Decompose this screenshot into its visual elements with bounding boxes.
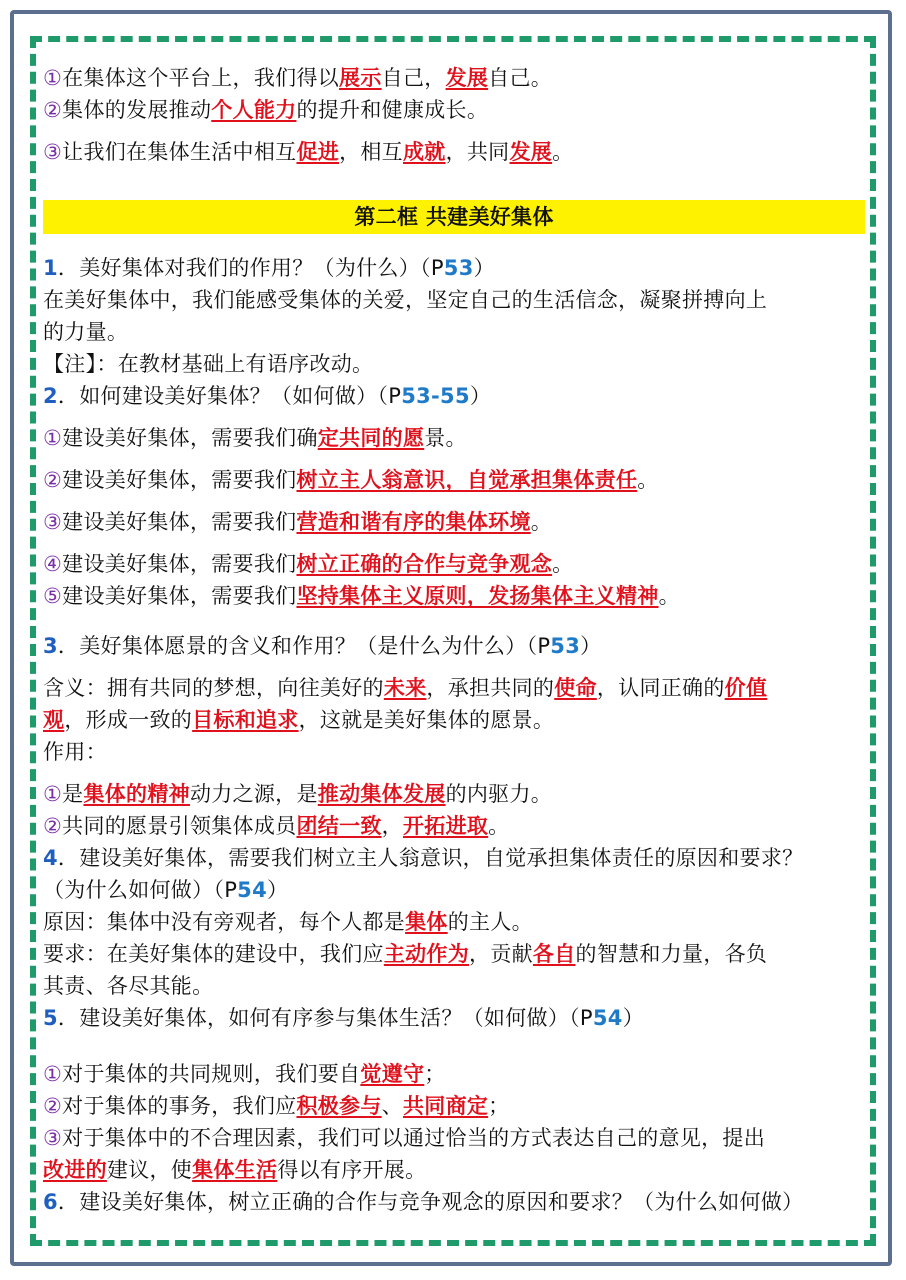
- text-line: [43, 630, 601, 662]
- keyword: 共同商定: [402, 1094, 489, 1118]
- text-span: （为什么如何做）（P: [43, 878, 238, 902]
- text-line: [43, 464, 659, 496]
- text-span: 建设美好集体，需要我们确: [62, 426, 318, 450]
- text-span: ；: [488, 1094, 510, 1118]
- text-span: 。: [488, 814, 510, 838]
- text-line: [43, 348, 373, 380]
- question-number: 5: [43, 1006, 58, 1030]
- page-ref: 53: [443, 256, 474, 280]
- keyword: 集体生活: [192, 1158, 278, 1182]
- text-line: [43, 284, 767, 316]
- text-span: 自己。: [488, 66, 553, 90]
- text-span: ．美好集体对我们的作用？（为什么）（P: [57, 256, 444, 280]
- text-span: 让我们在集体生活中相互: [62, 140, 297, 164]
- text-line: [43, 580, 680, 612]
- text-line: [43, 422, 467, 454]
- text-line: [43, 1090, 509, 1122]
- keyword: 开拓进取: [402, 814, 489, 838]
- text-span: ，: [381, 814, 403, 838]
- text-line: [43, 704, 554, 736]
- text-span: 其责、各尽其能。: [43, 974, 214, 998]
- text-span: ，相互: [339, 140, 403, 164]
- text-span: 建设美好集体，需要我们: [62, 584, 297, 608]
- text-line: [43, 252, 495, 284]
- question-number: 3: [43, 634, 58, 658]
- text-span: 含义：拥有共同的梦想，向往美好的: [43, 676, 384, 700]
- text-span: 要求：在美好集体的建设中，我们应: [43, 942, 384, 966]
- item-marker: ③: [43, 140, 63, 164]
- page-ref: 53-55: [401, 384, 470, 408]
- text-span: ）: [473, 256, 495, 280]
- keyword: 成就: [402, 140, 446, 164]
- text-line: [43, 874, 288, 906]
- text-span: 对于集体的共同规则，我们要自: [62, 1062, 361, 1086]
- page-ref: 54: [237, 878, 267, 902]
- text-span: 共同的愿景引领集体成员: [62, 814, 297, 838]
- text-span: 对于集体中的不合理因素，我们可以通过恰当的方式表达自己的意见，提出: [62, 1126, 766, 1150]
- text-span: ）: [580, 634, 602, 658]
- keyword: 积极参与: [296, 1094, 382, 1118]
- text-span: 得以有序开展。: [277, 1158, 427, 1182]
- keyword: 团结一致: [296, 814, 382, 838]
- keyword: 推动集体发展: [317, 782, 446, 806]
- text-span: 景。: [424, 426, 467, 450]
- page-ref: 54: [592, 1006, 623, 1030]
- text-span: ）: [622, 1006, 645, 1030]
- text-line: [43, 810, 509, 842]
- text-span: ，共同: [445, 140, 510, 164]
- text-span: 的力量。: [43, 320, 129, 344]
- text-span: ）: [267, 878, 289, 902]
- text-span: 。: [637, 468, 659, 492]
- text-span: ．建设美好集体，如何有序参与集体生活？（如何做）（P: [57, 1006, 593, 1030]
- text-line: [43, 906, 533, 938]
- text-span: ，承担共同的: [426, 676, 555, 700]
- text-span: 在集体这个平台上，我们得以: [62, 66, 340, 90]
- keyword: 个人能力: [211, 98, 297, 122]
- question-number: 2: [43, 384, 58, 408]
- page-ref: 53: [550, 634, 581, 658]
- question-number: 1: [43, 256, 58, 280]
- item-marker: ③: [43, 1126, 63, 1150]
- text-line: [43, 1122, 765, 1154]
- text-span: ．美好集体愿景的含义和作用？（是什么为什么）（P: [57, 634, 551, 658]
- item-marker: ⑤: [43, 584, 63, 608]
- item-marker: ②: [43, 98, 63, 122]
- question-number: 4: [43, 846, 58, 870]
- keyword: 定共同的愿: [317, 426, 425, 450]
- text-span: 建设美好集体，需要我们: [62, 510, 297, 534]
- item-marker: ②: [43, 1094, 63, 1118]
- text-span: ．如何建设美好集体？（如何做）（P: [57, 384, 402, 408]
- keyword: 展示: [339, 66, 382, 90]
- text-line: [43, 316, 128, 348]
- text-span: 。: [552, 140, 574, 164]
- item-marker: ③: [43, 510, 63, 534]
- text-line: [43, 1002, 644, 1034]
- item-marker: ①: [43, 1062, 63, 1086]
- keyword: 使命: [554, 676, 597, 700]
- item-marker: ①: [43, 782, 63, 806]
- text-span: ，这就是美好集体的愿景。: [298, 708, 555, 732]
- text-span: 建议，使: [106, 1158, 193, 1182]
- keyword: 价值: [724, 676, 768, 700]
- text-line: [43, 62, 552, 94]
- text-line: [43, 938, 767, 970]
- text-span: 建设美好集体，需要我们: [62, 468, 297, 492]
- text-span: 的内驱力。: [445, 782, 553, 806]
- text-span: 。: [658, 584, 680, 608]
- text-span: 。: [552, 552, 574, 576]
- section-banner: 第二框 共建美好集体: [43, 200, 865, 234]
- keyword: 促进: [296, 140, 340, 164]
- text-line: [43, 778, 552, 810]
- text-span: ，形成一致的: [64, 708, 193, 732]
- text-line: [43, 1186, 803, 1218]
- text-line: [43, 94, 488, 126]
- keyword: 观: [43, 708, 65, 732]
- keyword: 树立主人翁意识，自觉承担集体责任: [296, 468, 638, 492]
- keyword: 觉遵守: [360, 1062, 425, 1086]
- text-line: [43, 1154, 426, 1186]
- text-line: [43, 842, 803, 874]
- item-marker: ②: [43, 468, 63, 492]
- keyword: 集体: [405, 910, 448, 934]
- keyword: 未来: [383, 676, 427, 700]
- text-span: ）: [469, 384, 492, 408]
- text-line: [43, 736, 107, 768]
- text-span: 、: [381, 1094, 403, 1118]
- text-span: 对于集体的事务，我们应: [62, 1094, 297, 1118]
- text-span: 集体的发展推动: [62, 98, 212, 122]
- keyword: 发展: [445, 66, 489, 90]
- text-line: [43, 548, 573, 580]
- keyword: 集体的精神: [83, 782, 190, 806]
- item-marker: ④: [43, 552, 63, 576]
- keyword: 营造和谐有序的集体环境: [296, 510, 531, 534]
- text-line: [43, 672, 767, 704]
- item-marker: ①: [43, 426, 63, 450]
- text-span: 【注】：在教材基础上有语序改动。: [43, 352, 374, 376]
- text-line: [43, 1058, 446, 1090]
- text-line: [43, 970, 213, 1002]
- text-span: ．建设美好集体，树立正确的合作与竞争观念的原因和要求？（为什么如何做）: [57, 1190, 804, 1214]
- text-span: 是: [62, 782, 84, 806]
- text-span: ，认同正确的: [596, 676, 725, 700]
- text-span: 。: [530, 510, 553, 534]
- text-span: 的提升和健康成长。: [296, 98, 489, 122]
- text-span: 动力之源，是: [189, 782, 318, 806]
- keyword: 目标和追求: [192, 708, 299, 732]
- keyword: 发展: [509, 140, 553, 164]
- text-span: 原因：集体中没有旁观者，每个人都是: [43, 910, 406, 934]
- text-line: [43, 136, 573, 168]
- text-span: ；: [424, 1062, 446, 1086]
- text-span: 在美好集体中，我们能感受集体的关爱，坚定自己的生活信念，凝聚拼搏向上: [43, 288, 768, 312]
- keyword: 改进的: [43, 1158, 107, 1182]
- text-span: 自己，: [381, 66, 446, 90]
- text-span: ，贡献: [469, 942, 533, 966]
- text-span: ．建设美好集体，需要我们树立主人翁意识，自觉承担集体责任的原因和要求？: [57, 846, 804, 870]
- keyword: 主动作为: [383, 942, 470, 966]
- keyword: 各自: [532, 942, 576, 966]
- text-span: 作用：: [43, 740, 107, 764]
- keyword: 树立正确的合作与竞争观念: [296, 552, 553, 576]
- item-marker: ②: [43, 814, 63, 838]
- text-line: [43, 380, 491, 412]
- text-span: 的智慧和力量，各负: [575, 942, 768, 966]
- text-line: [43, 506, 552, 538]
- question-number: 6: [43, 1190, 58, 1214]
- text-span: 的主人。: [447, 910, 533, 934]
- keyword: 坚持集体主义原则，发扬集体主义精神: [296, 584, 659, 608]
- text-span: 建设美好集体，需要我们: [62, 552, 297, 576]
- item-marker: ①: [43, 66, 63, 90]
